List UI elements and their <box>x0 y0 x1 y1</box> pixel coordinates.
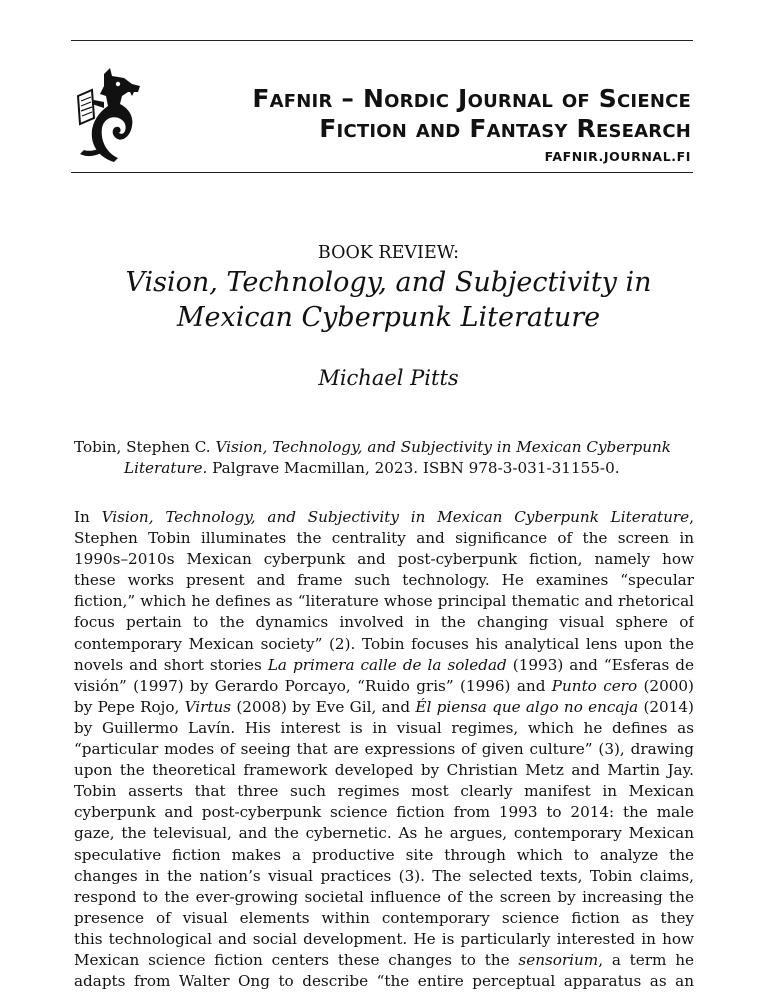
body-line <box>74 908 694 929</box>
review-title-line1: Vision, Technology, and Subjectivity in <box>125 267 652 298</box>
body-line <box>74 718 694 739</box>
body-text: focus pertain to the dynamics involved in the changing visual sphere of <box>74 613 694 632</box>
body-line <box>74 612 694 633</box>
dragon-logo-icon <box>74 66 146 164</box>
body-text: (2014) <box>638 697 694 716</box>
review-title <box>100 265 677 335</box>
body-text: adapts from Walter Ong to describe “the entire perceptual apparatus as an <box>74 972 694 991</box>
body-line <box>74 971 694 992</box>
body-line <box>74 760 694 781</box>
body-line <box>74 845 694 866</box>
body-text: upon the theoretical framework developed by Christian Metz and Martin Jay. <box>74 761 694 780</box>
citation-title-part2: Literature. <box>124 459 208 477</box>
body-line <box>74 697 694 718</box>
body-text: visión” (1997) by Gerardo Porcayo, “Ruido gris” (1996) and <box>74 676 552 695</box>
body-text: novels and short stories <box>74 655 268 674</box>
body-text: cyberpunk and post-cyberpunk science fiction from 1993 to 2014: the male <box>74 803 694 822</box>
body-text: these works present and frame such technology. He examines “specular <box>74 571 694 590</box>
body-text: respond to the ever-growing societal influence of the screen by increasing the <box>74 887 694 906</box>
body-line <box>74 802 694 823</box>
body-text: 1990s–2010s Mexican cyberpunk and post-cyberpunk fiction, namely how <box>74 550 694 569</box>
body-text: by Guillermo Lavín. His interest is in visual regimes, which he defines as <box>74 718 694 737</box>
review-body <box>74 507 694 992</box>
body-line <box>74 528 694 549</box>
citation-line1 <box>74 437 694 458</box>
body-line <box>74 739 694 760</box>
citation-title-part1: Vision, Technology, and Subjectivity in Mexican Cyberpunk <box>215 438 671 456</box>
body-text: (2008) by Eve Gil, and <box>231 697 416 716</box>
journal-title-line2: Fiction and Fantasy Research <box>319 114 691 143</box>
body-text: this technological and social development. He is particularly interested in how <box>74 929 694 948</box>
header-top-rule <box>71 40 693 41</box>
body-text: Stephen Tobin illuminates the centrality and significance of the screen in <box>74 529 694 548</box>
body-text: gaze, the televisual, and the cybernetic. As he argues, contemporary Mexican <box>74 824 694 843</box>
body-text: , a term he <box>598 950 694 969</box>
body-line <box>74 950 694 971</box>
body-text: , <box>689 508 694 526</box>
review-author: Michael Pitts <box>318 366 459 390</box>
body-line <box>74 549 694 570</box>
body-italic-text: Punto cero <box>551 676 638 695</box>
header-bottom-rule <box>71 172 693 173</box>
body-italic-text: Él piensa que algo no encaja <box>415 697 639 716</box>
body-text: presence of visual elements within contemporary science fiction as they <box>74 908 694 927</box>
citation-line2 <box>74 458 694 479</box>
review-label: BOOK REVIEW: <box>317 243 460 263</box>
review-title-line2: Mexican Cyberpunk Literature <box>176 302 601 333</box>
citation-author: Tobin, Stephen C. <box>74 438 211 456</box>
body-text: (2000) <box>637 676 694 695</box>
body-text: “particular modes of seeing that are expressions of given culture” (3), drawing <box>74 740 694 759</box>
body-text: Tobin asserts that three such regimes most clearly manifest in Mexican <box>74 782 694 801</box>
body-text: changes in the nation’s visual practices (3). The selected texts, Tobin claims, <box>74 866 694 885</box>
body-text: speculative fiction makes a productive site through which to analyze the <box>74 845 694 864</box>
body-italic-text: sensorium <box>518 950 599 969</box>
body-line <box>74 676 694 697</box>
journal-url: FAFNIR.JOURNAL.FI <box>544 149 691 164</box>
body-italic-text: Virtus <box>184 697 232 716</box>
body-line <box>74 591 694 612</box>
citation-publisher: Palgrave Macmillan, 2023. ISBN 978-3-031-31155-0. <box>212 459 620 477</box>
body-italic-text: Vision, Technology, and Subjectivity in Mexican Cyberpunk Literature <box>101 508 690 526</box>
body-line <box>74 823 694 844</box>
body-line <box>74 781 694 802</box>
body-line <box>74 570 694 591</box>
body-text: Mexican science fiction centers these changes to the <box>74 950 519 969</box>
book-citation <box>74 437 694 479</box>
body-text: In <box>74 508 102 526</box>
body-text: contemporary Mexican society” (2). Tobin focuses his analytical lens upon the <box>74 634 694 653</box>
body-line <box>74 887 694 908</box>
body-line <box>74 655 694 676</box>
body-text: fiction,” which he defines as “literature whose principal thematic and rhetorical <box>74 592 694 611</box>
body-text: by Pepe Rojo, <box>74 697 185 716</box>
body-italic-text: La primera calle de la soledad <box>267 655 507 674</box>
body-line <box>74 507 694 528</box>
body-line <box>74 634 694 655</box>
body-line <box>74 929 694 950</box>
journal-title-line1: Fafnir – Nordic Journal of Science <box>252 84 691 113</box>
body-line <box>74 866 694 887</box>
body-text: (1993) and “Esferas de <box>506 655 694 674</box>
